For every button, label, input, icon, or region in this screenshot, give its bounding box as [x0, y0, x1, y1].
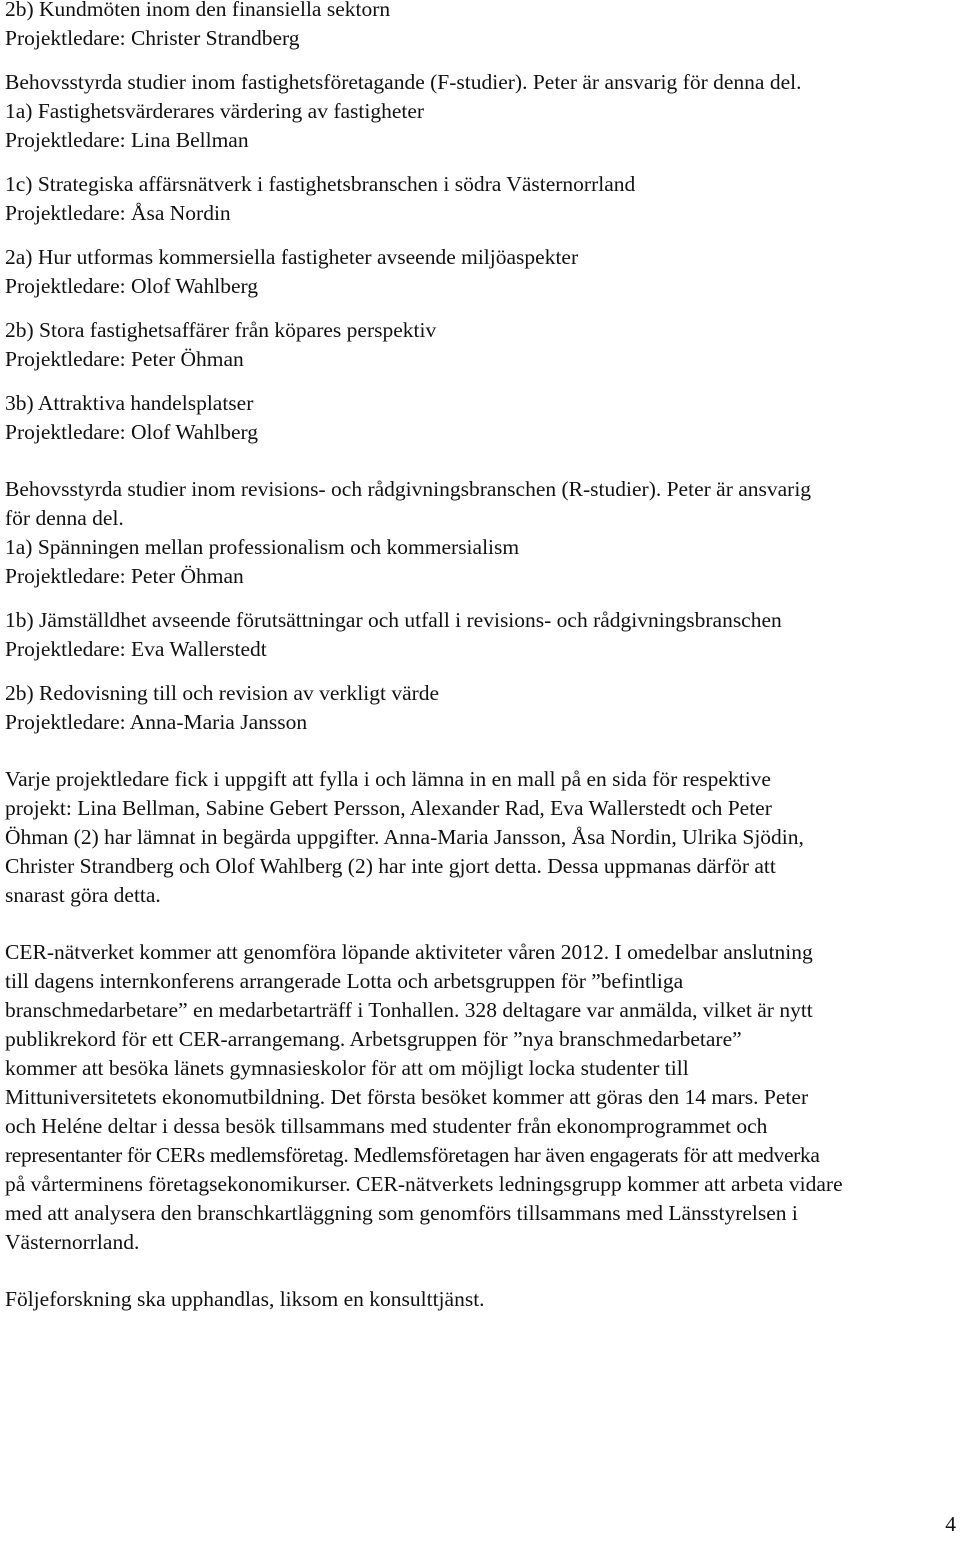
project-item [5, 97, 957, 155]
r-studies-intro-line: för denna del. [5, 506, 124, 530]
project-leader: Projektledare: Peter Öhman [5, 347, 244, 371]
project-item [5, 243, 957, 301]
paragraph-line: Mittuniversitetets ekonomutbildning. Det första besöket kommer att göras den 14 mars. Peter [5, 1085, 809, 1109]
project-item [5, 316, 957, 374]
project-item [5, 0, 957, 53]
project-leader: Projektledare: Olof Wahlberg [5, 420, 259, 444]
f-studies-section [5, 68, 957, 447]
paragraph-line: Västernorrland. [5, 1230, 140, 1254]
project-item [5, 533, 957, 591]
project-leader: Projektledare: Olof Wahlberg [5, 274, 259, 298]
project-title: 2b) Kundmöten inom den finansiella sektorn [5, 0, 391, 21]
project-title: 1b) Jämställdhet avseende förutsättningar och utfall i revisions- och rådgivningsbranschen [5, 608, 782, 632]
project-item [5, 679, 957, 737]
project-title: 1c) Strategiska affärsnätverk i fastighetsbranschen i södra Västernorrland [5, 172, 636, 196]
project-leader: Projektledare: Eva Wallerstedt [5, 637, 267, 661]
paragraph-line: Följeforskning ska upphandlas, liksom en konsulttjänst. [5, 1287, 485, 1311]
templates-paragraph [5, 765, 957, 910]
paragraph-line: till dagens internkonferens arrangerade Lotta och arbetsgruppen för ”befintliga [5, 969, 684, 993]
project-title: 2b) Redovisning till och revision av verkligt värde [5, 681, 440, 705]
r-studies-intro-line: Behovsstyrda studier inom revisions- och rådgivningsbranschen (R-studier). Peter är ansvarig [5, 477, 812, 501]
paragraph-line: CER-nätverket kommer att genomföra löpande aktiviteter våren 2012. I omedelbar anslutning [5, 940, 813, 964]
project-item [5, 170, 957, 228]
project-leader: Projektledare: Åsa Nordin [5, 201, 231, 225]
project-item [5, 606, 957, 664]
paragraph-line: Öhman (2) har lämnat in begärda uppgifter. Anna-Maria Jansson, Åsa Nordin, Ulrika Sjödin, [5, 825, 804, 849]
project-title: 2a) Hur utformas kommersiella fastigheter avseende miljöaspekter [5, 245, 579, 269]
project-leader: Projektledare: Lina Bellman [5, 128, 249, 152]
f-studies-intro: Behovsstyrda studier inom fastighetsföretagande (F-studier). Peter är ansvarig för denna del. [5, 70, 802, 94]
project-title: 2b) Stora fastighetsaffärer från köpares perspektiv [5, 318, 437, 342]
project-leader: Projektledare: Anna-Maria Jansson [5, 710, 308, 734]
paragraph-line: branschmedarbetare” en medarbetarträff i Tonhallen. 328 deltagare var anmälda, vilket är nytt [5, 998, 813, 1022]
project-title: 1a) Fastighetsvärderares värdering av fastigheter [5, 99, 425, 123]
paragraph-line: på vårterminens företagsekonomikurser. CER-nätverkets ledningsgrupp kommer att arbeta vidare [5, 1172, 843, 1196]
project-title: 3b) Attraktiva handelsplatser [5, 391, 254, 415]
paragraph-line: med att analysera den branschkartläggning som genomförs tillsammans med Länsstyrelsen i [5, 1201, 798, 1225]
network-paragraph [5, 938, 957, 1257]
paragraph-line: representanter för CERs medlemsföretag. Medlemsföretagen har även engagerats för att medverka [5, 1143, 820, 1167]
followup-paragraph [5, 1285, 957, 1314]
page-number: 4 [945, 1512, 956, 1536]
paragraph-line: snarast göra detta. [5, 883, 161, 907]
project-item [5, 389, 957, 447]
paragraph-line: projekt: Lina Bellman, Sabine Gebert Persson, Alexander Rad, Eva Wallerstedt och Peter [5, 796, 772, 820]
paragraph-line: Christer Strandberg och Olof Wahlberg (2) har inte gjort detta. Dessa uppmanas därför att [5, 854, 776, 878]
document-page [5, 0, 957, 1314]
paragraph-line: publikrekord för ett CER-arrangemang. Arbetsgruppen för ”nya branschmedarbetare” [5, 1027, 742, 1051]
project-leader: Projektledare: Peter Öhman [5, 564, 244, 588]
paragraph-line: kommer att besöka länets gymnasieskolor för att om möjligt locka studenter till [5, 1056, 689, 1080]
paragraph-line: Varje projektledare fick i uppgift att fylla i och lämna in en mall på en sida för respektive [5, 767, 771, 791]
paragraph-line: och Heléne deltar i dessa besök tillsammans med studenter från ekonomprogrammet och [5, 1114, 768, 1138]
project-leader: Projektledare: Christer Strandberg [5, 26, 300, 50]
r-studies-section [5, 475, 957, 737]
project-title: 1a) Spänningen mellan professionalism och kommersialism [5, 535, 520, 559]
